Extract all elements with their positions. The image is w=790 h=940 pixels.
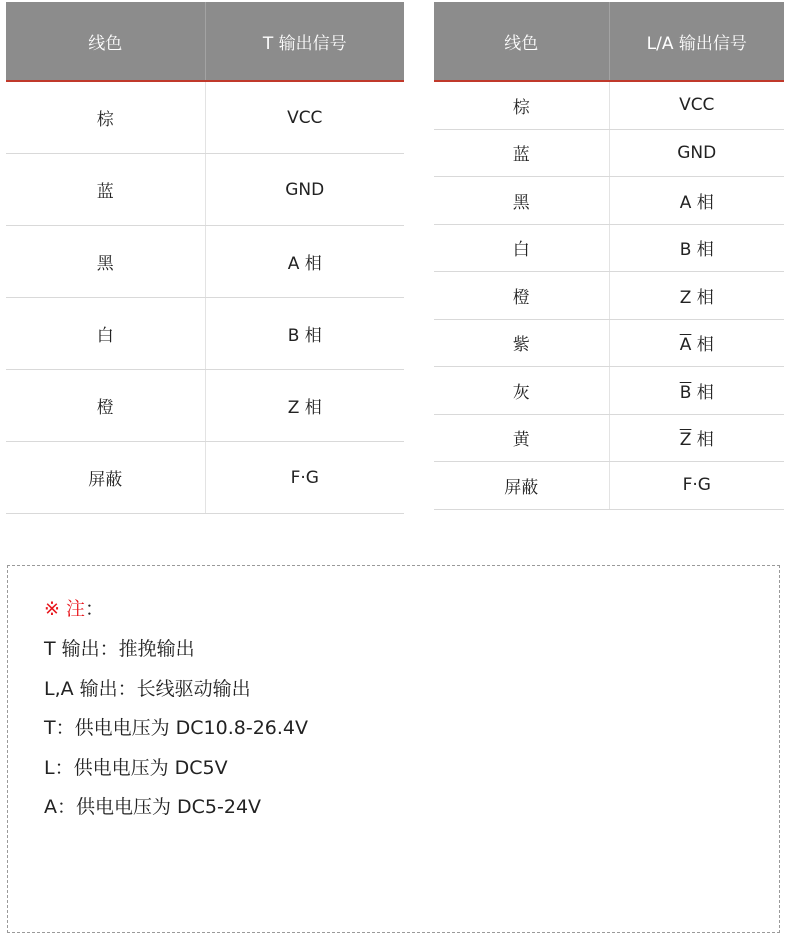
signal-suffix: 相 [691,335,714,356]
notes-mark: ※ 注 [44,598,85,620]
wire-color-cell: 屏蔽 [434,462,609,510]
wire-color-cell: 黄 [434,414,609,462]
signal-cell: GND [205,154,404,226]
notes-box [7,565,780,933]
wire-color-table-t [6,2,404,514]
table-header-row [434,2,784,81]
signal-cell [609,367,784,415]
header-t-output-signal: T 输出信号 [205,2,404,81]
signal-cell: GND [609,129,784,177]
note-line: T：供电电压为 DC10.8-26.4V [44,717,309,739]
header-wire-color: 线色 [6,2,205,81]
header-la-output-signal: L/A 输出信号 [609,2,784,81]
wire-color-cell: 棕 [434,81,609,129]
table-row [6,298,404,370]
signal-cell: A 相 [205,226,404,298]
signal-cell: VCC [205,81,404,154]
table-row [434,414,784,462]
table-row [434,319,784,367]
signal-cell: Z 相 [205,370,404,442]
signal-cell: Z 相 [609,272,784,320]
note-line: L,A 输出：长线驱动输出 [44,677,251,700]
table-row [6,226,404,298]
wire-color-cell: 白 [434,224,609,272]
signal-cell: B 相 [609,224,784,272]
table-row [6,370,404,442]
wire-color-table-la [434,2,784,510]
table-row [434,367,784,415]
table-row [434,462,784,510]
wire-color-cell: 白 [6,298,205,370]
inverted-signal-letter: $\overline{B}$ [679,382,692,403]
note-line: A：供电电压为 DC5-24V [44,796,262,818]
table-row [6,442,404,514]
table-row [434,129,784,177]
table-row [434,177,784,225]
header-wire-color: 线色 [434,2,609,81]
note-line: L：供电电压为 DC5V [44,756,228,779]
wire-color-cell: 蓝 [434,129,609,177]
notes-title [44,594,308,624]
signal-cell [609,319,784,367]
wire-color-cell: 屏蔽 [6,442,205,514]
wire-color-cell: 黑 [434,177,609,225]
signal-cell [609,414,784,462]
wire-color-cell: 棕 [6,81,205,154]
signal-suffix: 相 [691,382,714,403]
signal-cell: F·G [205,442,404,514]
signal-cell: B 相 [205,298,404,370]
wire-color-cell: 橙 [434,272,609,320]
signal-suffix: 相 [691,430,714,451]
table-row [6,154,404,226]
notes-content [44,594,308,828]
table-row [434,272,784,320]
table-row [6,81,404,154]
wire-color-cell: 橙 [6,370,205,442]
notes-colon: ： [84,598,104,620]
signal-cell: F·G [609,462,784,510]
inverted-signal-letter: $\overline{Z}$ [679,430,692,451]
table-row [434,224,784,272]
wire-color-cell: 黑 [6,226,205,298]
signal-cell: A 相 [609,177,784,225]
wire-color-cell: 灰 [434,367,609,415]
table-row [434,81,784,129]
wire-color-cell: 紫 [434,319,609,367]
note-line: T 输出：推挽输出 [44,638,195,660]
signal-cell: VCC [609,81,784,129]
wire-color-cell: 蓝 [6,154,205,226]
inverted-signal-letter: $\overline{A}$ [679,335,692,356]
table-header-row [6,2,404,81]
